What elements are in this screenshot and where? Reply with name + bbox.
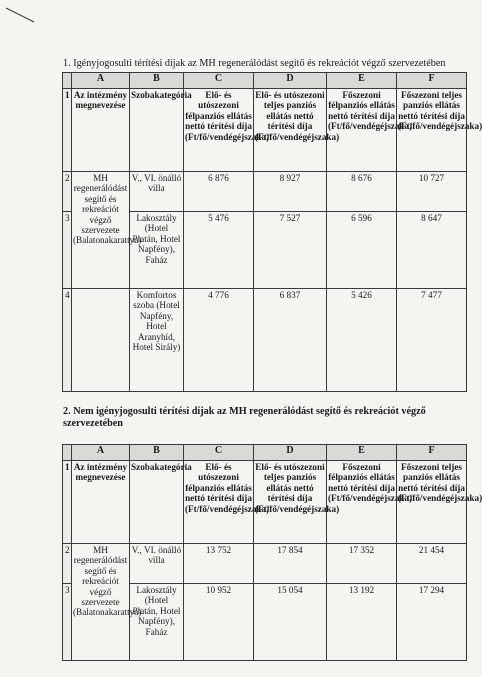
fee-value: 10 727 — [397, 172, 467, 212]
fee-value: 5 476 — [184, 212, 254, 289]
column-header: Elő- és utószezoni teljes panziós ellátás nettó térítési díja (Ft/fő/vendégéjszaka) — [254, 461, 327, 544]
corner-cell — [63, 445, 72, 461]
fee-value: 17 294 — [397, 584, 467, 661]
column-letter: F — [397, 445, 467, 461]
column-header: Elő- és utószezoni félpanziós ellátás nettó térítési díja (Ft/fő/vendégéjszaka) — [184, 89, 254, 172]
fee-value: 6 876 — [184, 172, 254, 212]
corner-cell — [63, 73, 72, 89]
column-header: Szobakategória — [130, 461, 184, 544]
column-header: Főszezoni félpanziós ellátás nettó térítési díja (Ft/fő/vendégéjszaka) — [327, 89, 397, 172]
column-header: Főszezoni teljes panziós ellátás nettó térítési díja (Ft/fő/vendégéjszaka) — [397, 89, 467, 172]
institution-name: MH regenerálódást segítő és rekreációt végző szervezete (Balatonakarattya) — [72, 172, 130, 289]
column-header: Főszezoni teljes panziós ellátás nettó térítési díja (Ft/fő/vendégéjszaka) — [397, 461, 467, 544]
pen-mark-icon — [4, 4, 38, 24]
column-letter: E — [327, 73, 397, 89]
column-header: Az intézmény megnevezése — [72, 461, 130, 544]
room-category: V., VI. önálló villa — [130, 544, 184, 584]
column-letter: A — [72, 445, 130, 461]
fee-value: 15 054 — [254, 584, 327, 661]
empty-cell — [72, 289, 130, 392]
fee-value: 6 596 — [327, 212, 397, 289]
row-number: 1 — [63, 461, 72, 544]
room-category: V., VI. önálló villa — [130, 172, 184, 212]
column-letter: B — [130, 73, 184, 89]
fee-value: 21 454 — [397, 544, 467, 584]
column-letter-row — [63, 445, 467, 461]
non-member-fee-table — [62, 444, 482, 661]
row-number: 2 — [63, 544, 72, 584]
fee-value: 17 854 — [254, 544, 327, 584]
column-header-row — [63, 89, 467, 172]
row-number: 3 — [63, 212, 72, 289]
fee-value: 13 752 — [184, 544, 254, 584]
fee-value: 10 952 — [184, 584, 254, 661]
column-letter: F — [397, 73, 467, 89]
column-header: Szobakategória — [130, 89, 184, 172]
column-header: Elő- és utószezoni félpanziós ellátás nettó térítési díja (Ft/fő/vendégéjszaka) — [184, 461, 254, 544]
column-letter: B — [130, 445, 184, 461]
fee-value: 4 776 — [184, 289, 254, 392]
fee-value: 5 426 — [327, 289, 397, 392]
fee-value: 8 676 — [327, 172, 397, 212]
column-header: Főszezoni félpanziós ellátás nettó térítési díja (Ft/fő/vendégéjszaka) — [327, 461, 397, 544]
fee-value: 7 527 — [254, 212, 327, 289]
institution-name: MH regenerálódást segítő és rekreációt végző szervezete (Balatonakarattya) — [72, 544, 130, 661]
fee-value: 6 837 — [254, 289, 327, 392]
column-header-row — [63, 461, 467, 544]
fee-value: 17 352 — [327, 544, 397, 584]
column-header: Az intézmény megnevezése — [72, 89, 130, 172]
row-number: 2 — [63, 172, 72, 212]
row-number: 4 — [63, 289, 72, 392]
section1-heading: 1. Igényjogosulti térítési díjak az MH regenerálódást segítő és rekreációt végző szervezetében — [63, 58, 446, 69]
room-category: Lakosztály (Hotel Platán, Hotel Napfény), Faház — [130, 584, 184, 661]
room-category: Komfortos szoba (Hotel Napfény, Hotel Aranyhíd, Hotel Sirály) — [130, 289, 184, 392]
column-letter: C — [184, 445, 254, 461]
member-fee-table — [62, 72, 482, 392]
row-number: 3 — [63, 584, 72, 661]
table-row — [63, 172, 467, 212]
room-category: Lakosztály (Hotel Platán, Hotel Napfény), Faház — [130, 212, 184, 289]
column-letter: D — [254, 445, 327, 461]
column-letter: D — [254, 73, 327, 89]
fee-value: 7 477 — [397, 289, 467, 392]
column-letter: C — [184, 73, 254, 89]
row-number: 1 — [63, 89, 72, 172]
column-letter: A — [72, 73, 130, 89]
fee-value: 8 647 — [397, 212, 467, 289]
column-letter-row — [63, 73, 467, 89]
fee-value: 8 927 — [254, 172, 327, 212]
fee-value: 13 192 — [327, 584, 397, 661]
column-header: Elő- és utószezoni teljes panziós ellátás nettó térítési díja (Ft/fő/vendégéjszaka) — [254, 89, 327, 172]
table-row — [63, 544, 467, 584]
column-letter: E — [327, 445, 397, 461]
table-row — [63, 289, 467, 392]
section2-heading: 2. Nem igényjogosulti térítési díjak az MH regenerálódást segítő és rekreációt végző szervezetében — [63, 406, 426, 429]
